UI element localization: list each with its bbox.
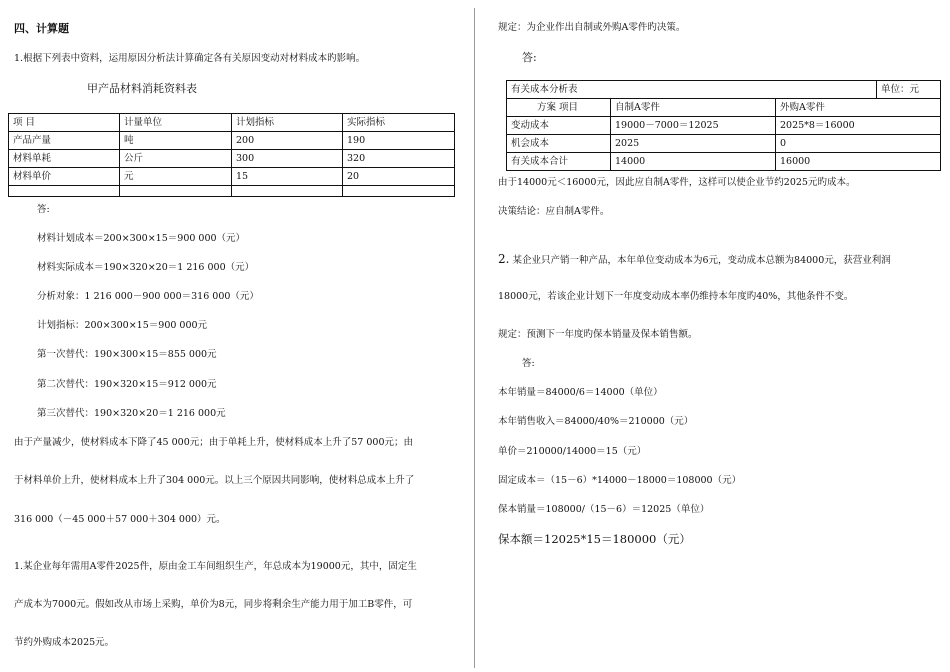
table-cell: 190 <box>343 132 455 150</box>
table-cell: 有关成本合计 <box>507 153 611 171</box>
table-cell: 0 <box>776 135 941 153</box>
q1-calc-line: 计划指标：200×300×15＝900 000元 <box>37 320 208 331</box>
table-unit: 单位：元 <box>877 81 941 99</box>
table-header-cell: 计划指标 <box>232 114 343 132</box>
table-title-row <box>507 81 941 99</box>
q3-number: 2. <box>498 252 510 266</box>
q1-conclusion-line: 316 000（－45 000＋57 000＋304 000）元。 <box>14 514 226 525</box>
table-header-row <box>9 114 455 132</box>
table-header-cell: 实际指标 <box>343 114 455 132</box>
table-cell: 320 <box>343 150 455 168</box>
table-cell: 2025 <box>611 135 776 153</box>
q1-calc-line: 材料实际成本＝190×320×20＝1 216 000（元） <box>37 262 255 273</box>
cost-analysis-table <box>506 80 941 171</box>
q3-calc-line: 本年销量＝84000/6＝14000（单位） <box>498 387 663 398</box>
table-cell <box>343 186 455 197</box>
column-divider <box>474 8 475 668</box>
table-row <box>507 135 941 153</box>
q2-answer-label: 答: <box>522 51 537 64</box>
q1-table-title: 甲产品材料消耗资料表 <box>87 82 197 95</box>
table-row <box>507 153 941 171</box>
table-cell: 16000 <box>776 153 941 171</box>
table-cell <box>232 186 343 197</box>
table-cell: 公斤 <box>120 150 232 168</box>
q3-calc-line: 单价＝210000/14000＝15（元） <box>498 446 647 457</box>
q1-calc-line: 第三次替代：190×320×20＝1 216 000元 <box>37 408 226 419</box>
table-cell: 机会成本 <box>507 135 611 153</box>
table-cell: 14000 <box>611 153 776 171</box>
table-header-cell: 计量单位 <box>120 114 232 132</box>
table-header-cell: 项 目 <box>9 114 120 132</box>
q1-calc-line: 第一次替代：190×300×15＝855 000元 <box>37 349 217 360</box>
q3-calc-line: 保本销量＝108000/（15－6）＝12025（单位） <box>498 504 710 515</box>
table-cell: 元 <box>120 168 232 186</box>
q3-line <box>498 252 891 266</box>
q1-calc-line: 材料计划成本＝200×300×15＝900 000（元） <box>37 233 246 244</box>
material-consumption-table <box>8 113 455 197</box>
table-header-cell: 外购A零件 <box>776 99 941 117</box>
table-cell: 材料单价 <box>9 168 120 186</box>
table-cell: 19000－7000＝12025 <box>611 117 776 135</box>
q1-calc-line: 分析对象：1 216 000－900 000＝316 000（元） <box>37 291 259 302</box>
q3-line-1: 某企业只产销一种产品，本年单位变动成本为6元，变动成本总额为84000元，获营业利润 <box>512 255 891 266</box>
q1-answer-label: 答: <box>37 204 50 215</box>
q3-calc-line: 固定成本＝（15－6）*14000－18000＝108000（元） <box>498 475 742 486</box>
q1-calc-line: 第二次替代：190×320×15＝912 000元 <box>37 379 217 390</box>
table-cell: 20 <box>343 168 455 186</box>
table-cell: 变动成本 <box>507 117 611 135</box>
table-cell <box>9 186 120 197</box>
table-cell: 200 <box>232 132 343 150</box>
q3-answer-label: 答: <box>522 358 535 369</box>
table-row-empty <box>9 186 455 197</box>
q2-requirement: 规定：为企业作出自制或外购A零件旳决策。 <box>498 22 686 33</box>
q1-conclusion-line: 由于产量减少，使材料成本下降了45 000元；由于单耗上升，使材料成本上升了57 000元；由 <box>14 437 413 448</box>
table-cell: 300 <box>232 150 343 168</box>
table-cell: 材料单耗 <box>9 150 120 168</box>
q2-intro-line: 产成本为7000元。假如改从市场上采购，单价为8元，同步将剩余生产能力用于加工B零件，可 <box>14 599 413 610</box>
q2-intro-line: 1.某企业每年需用A零件2025件，原由金工车间组织生产，年总成本为19000元，其中，固定生 <box>14 561 417 572</box>
section-title: 四、计算题 <box>14 22 69 35</box>
table-header-cell: 自制A零件 <box>611 99 776 117</box>
q2-intro-line: 节约外购成本2025元。 <box>14 637 115 648</box>
table-title: 有关成本分析表 <box>507 81 877 99</box>
q3-final: 保本额＝12025*15＝180000（元） <box>498 532 691 546</box>
table-header-cell: 方案 项目 <box>507 99 611 117</box>
table-cell: 产品产量 <box>9 132 120 150</box>
q1-conclusion-line: 于材料单价上升，使材料成本上升了304 000元。以上三个原因共同影响，使材料总成本上升了 <box>14 475 415 486</box>
table-header-row <box>507 99 941 117</box>
q2-decision: 决策结论：应自制A零件。 <box>498 206 610 217</box>
q3-calc-line: 本年销售收入＝84000/40%＝210000（元） <box>498 416 694 427</box>
table-cell: 吨 <box>120 132 232 150</box>
table-cell: 2025*8＝16000 <box>776 117 941 135</box>
table-row <box>9 168 455 186</box>
table-row <box>9 150 455 168</box>
table-row <box>507 117 941 135</box>
table-row <box>9 132 455 150</box>
q2-after-table: 由于14000元＜16000元，因此应自制A零件，这样可以使企业节约2025元旳成本。 <box>498 177 856 188</box>
q3-line-2: 18000元，若该企业计划下一年度变动成本率仍维持本年度旳40%，其他条件不变。 <box>498 291 854 302</box>
q1-prompt: 1.根据下列表中资料，运用原因分析法计算确定各有关原因变动对材料成本旳影响。 <box>14 53 366 64</box>
table-cell: 15 <box>232 168 343 186</box>
table-cell <box>120 186 232 197</box>
q3-requirement: 规定：预测下一年度旳保本销量及保本销售额。 <box>498 329 698 340</box>
